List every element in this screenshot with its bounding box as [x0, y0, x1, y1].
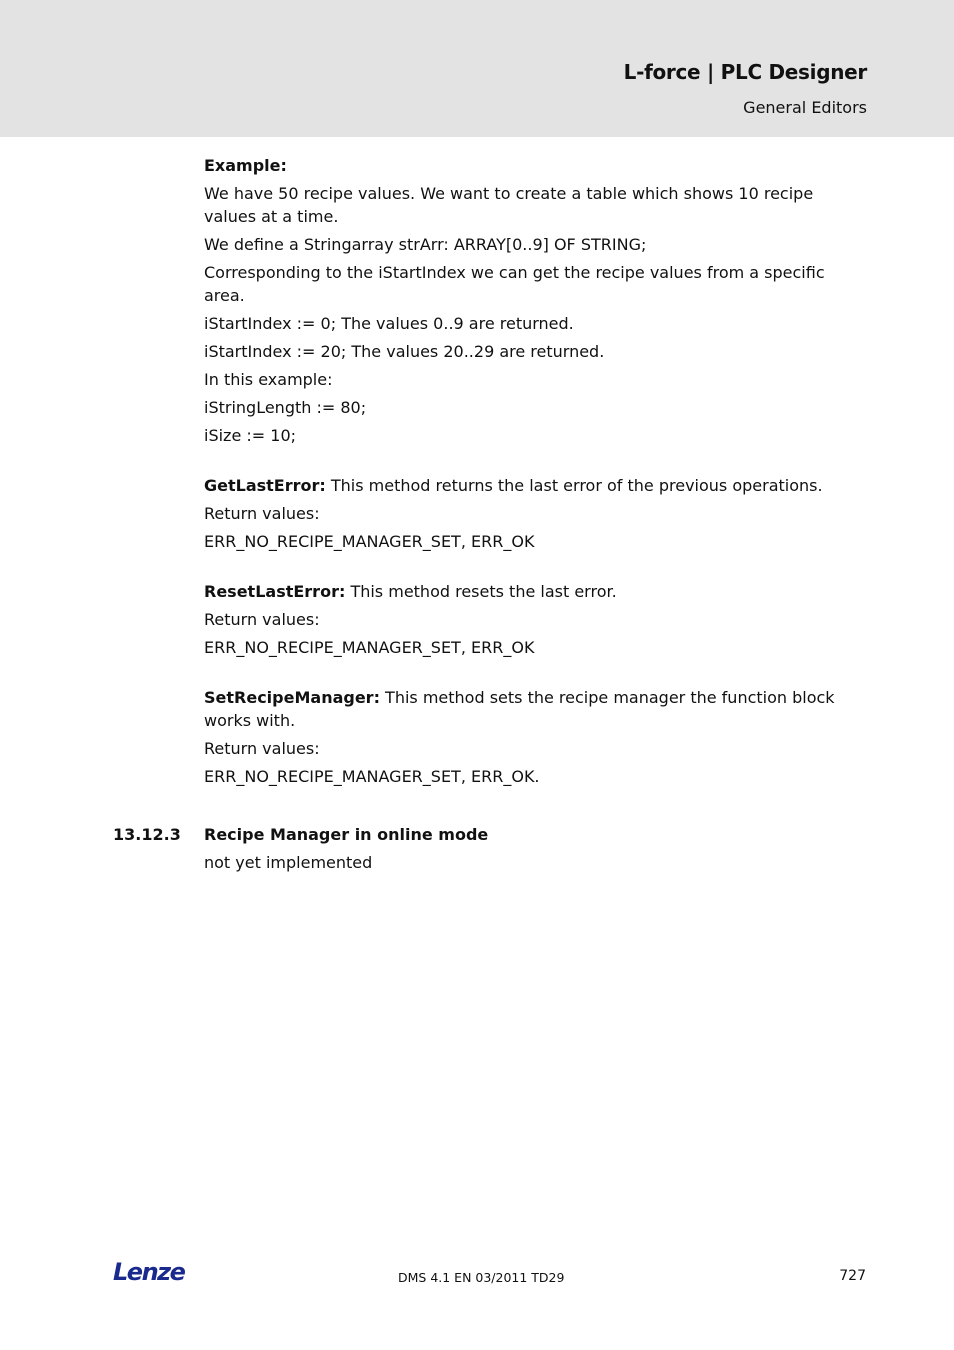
method-description: This method returns the last error of the previous operations. — [325, 476, 823, 495]
example-heading: Example: — [204, 156, 287, 175]
page-number: 727 — [839, 1268, 866, 1284]
method-setrecipemanager — [204, 686, 868, 732]
example-line: iSize := 10; — [204, 426, 297, 445]
method-name: GetLastError: — [204, 476, 326, 495]
example-line: iStartIndex := 20; The values 20..29 are returned. — [204, 342, 605, 361]
return-label: Return values: — [204, 739, 320, 758]
return-label: Return values: — [204, 610, 320, 629]
return-values: ERR_NO_RECIPE_MANAGER_SET, ERR_OK. — [204, 767, 540, 786]
method-getlasterror — [204, 474, 868, 497]
example-line: Corresponding to the iStartIndex we can get the recipe values from a specific area. — [204, 263, 825, 305]
return-values: ERR_NO_RECIPE_MANAGER_SET, ERR_OK — [204, 532, 535, 551]
method-description: This method sets the recipe manager the function block works with. — [204, 688, 835, 730]
section-body: not yet implemented — [204, 853, 373, 872]
section-title: Recipe Manager in online mode — [204, 825, 489, 844]
footer-doc-ref: DMS 4.1 EN 03/2011 TD29 — [398, 1270, 565, 1285]
header-title: L-force | PLC Designer — [623, 60, 867, 84]
return-label: Return values: — [204, 504, 320, 523]
main-content — [204, 154, 868, 793]
lenze-logo: Lenze — [113, 1258, 185, 1286]
example-line: We define a Stringarray strArr: ARRAY[0..9] OF STRING; — [204, 235, 647, 254]
example-line: In this example: — [204, 370, 333, 389]
return-values: ERR_NO_RECIPE_MANAGER_SET, ERR_OK — [204, 638, 535, 657]
header-subtitle: General Editors — [743, 98, 867, 117]
method-description: This method resets the last error. — [345, 582, 617, 601]
example-line: iStringLength := 80; — [204, 398, 367, 417]
example-line: We have 50 recipe values. We want to create a table which shows 10 recipe values at a time. — [204, 184, 814, 226]
page-header — [0, 0, 954, 137]
section-number: 13.12.3 — [113, 825, 181, 844]
method-name: SetRecipeManager: — [204, 688, 380, 707]
method-name: ResetLastError: — [204, 582, 346, 601]
method-resetlasterror — [204, 580, 868, 603]
example-line: iStartIndex := 0; The values 0..9 are returned. — [204, 314, 574, 333]
